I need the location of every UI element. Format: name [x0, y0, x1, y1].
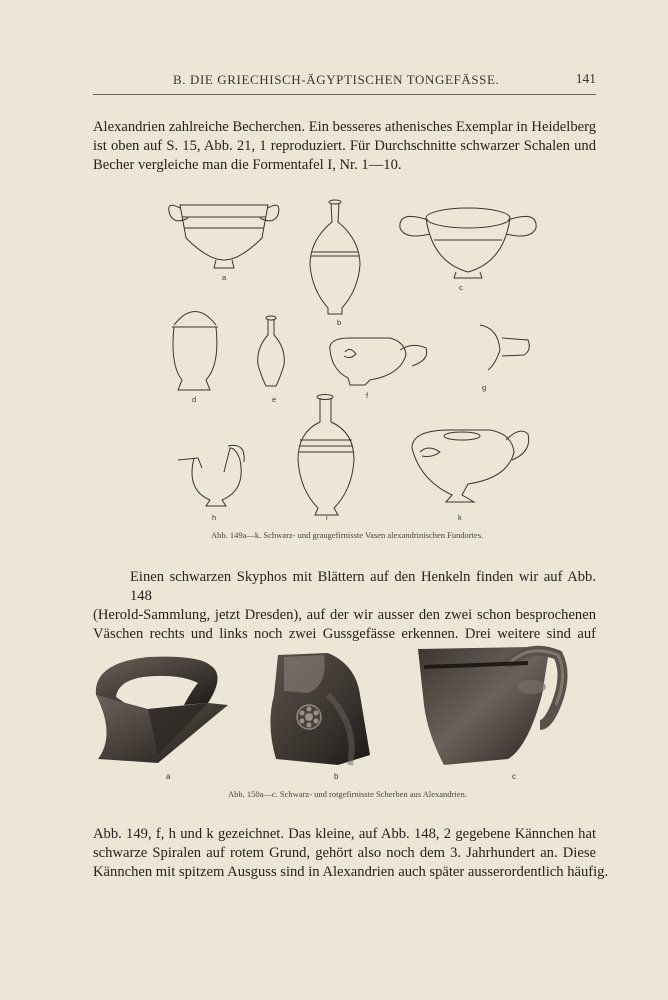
figure-150-caption: Abb. 150a—c. Schwarz- und rotgefirnisste Scherben aus Alexandrien. — [228, 789, 467, 799]
vessel-k-drawing — [412, 430, 529, 502]
text-line: Becher vergleiche man die Formentafel I, Nr. 1—10. — [93, 157, 402, 173]
figure-label: f — [366, 391, 369, 400]
running-title: B. DIE GRIECHISCH-ÄGYPTISCHEN TONGEFÄSSE. — [173, 72, 500, 87]
text-line: Abb. 149, f, h und k gezeichnet. Das kleine, auf Abb. 148, 2 gegebene Kännchen hat — [93, 826, 596, 842]
text-line: (Herold-Sammlung, jetzt Dresden), auf der wir ausser den zwei schon besprochenen — [93, 607, 596, 623]
figure-150 — [88, 635, 618, 785]
text-line: Väschen rechts und links noch zwei Gussgefässe erkennen. Drei weitere sind auf — [93, 626, 596, 642]
vessel-i-drawing — [298, 395, 354, 516]
figure-label: a — [222, 273, 227, 282]
vessel-g-drawing — [480, 325, 529, 370]
sherd-a-photo — [96, 657, 228, 763]
vessel-a-drawing — [169, 205, 279, 268]
paragraph-2 — [93, 568, 596, 644]
figure-label: b — [337, 318, 342, 327]
text-line: Alexandrien zahlreiche Becherchen. Ein besseres athenisches Exemplar in Heidelberg — [93, 119, 596, 135]
text-line: Einen schwarzen Skyphos mit Blättern auf den Henkeln finden wir auf Abb. 148 — [130, 569, 596, 604]
figure-label: c — [512, 772, 516, 781]
vessel-f-drawing — [330, 338, 427, 385]
figure-label: k — [458, 513, 462, 522]
text-line: schwarze Spiralen auf rotem Grund, gehört also noch dem 3. Jahrhundert an. Diese — [93, 845, 596, 861]
figure-149-caption: Abb. 149a—k. Schwarz- und graugefirnisste Vasen alexandrinischen Fundortes. — [211, 530, 484, 540]
figure-label: a — [166, 772, 171, 781]
text-line: Kännchen mit spitzem Ausguss sind in Alexandrien auch später ausserordentlich häufig. — [93, 864, 609, 880]
vessel-e-drawing — [258, 316, 285, 386]
figure-label: b — [334, 772, 339, 781]
figure-label: g — [482, 383, 487, 392]
figure-149 — [150, 190, 550, 540]
paragraph-3 — [93, 825, 609, 882]
paragraph-1 — [93, 118, 596, 175]
sherd-b-photo — [270, 653, 370, 765]
figure-label: h — [212, 513, 217, 522]
sherd-c-photo — [418, 647, 563, 765]
page-number: 141 — [575, 71, 596, 86]
figure-label: e — [272, 395, 277, 404]
figure-label: d — [192, 395, 197, 404]
vessel-c-drawing — [400, 208, 536, 278]
vessel-d-drawing — [172, 312, 218, 391]
text-line: ist oben auf S. 15, Abb. 21, 1 reproduziert. Für Durchschnitte schwarzer Schalen und — [93, 138, 596, 154]
figure-label: i — [326, 513, 328, 522]
running-header — [93, 70, 596, 95]
vessel-b-drawing — [310, 200, 360, 314]
vessel-h-drawing — [178, 445, 244, 506]
figure-label: c — [459, 283, 463, 292]
